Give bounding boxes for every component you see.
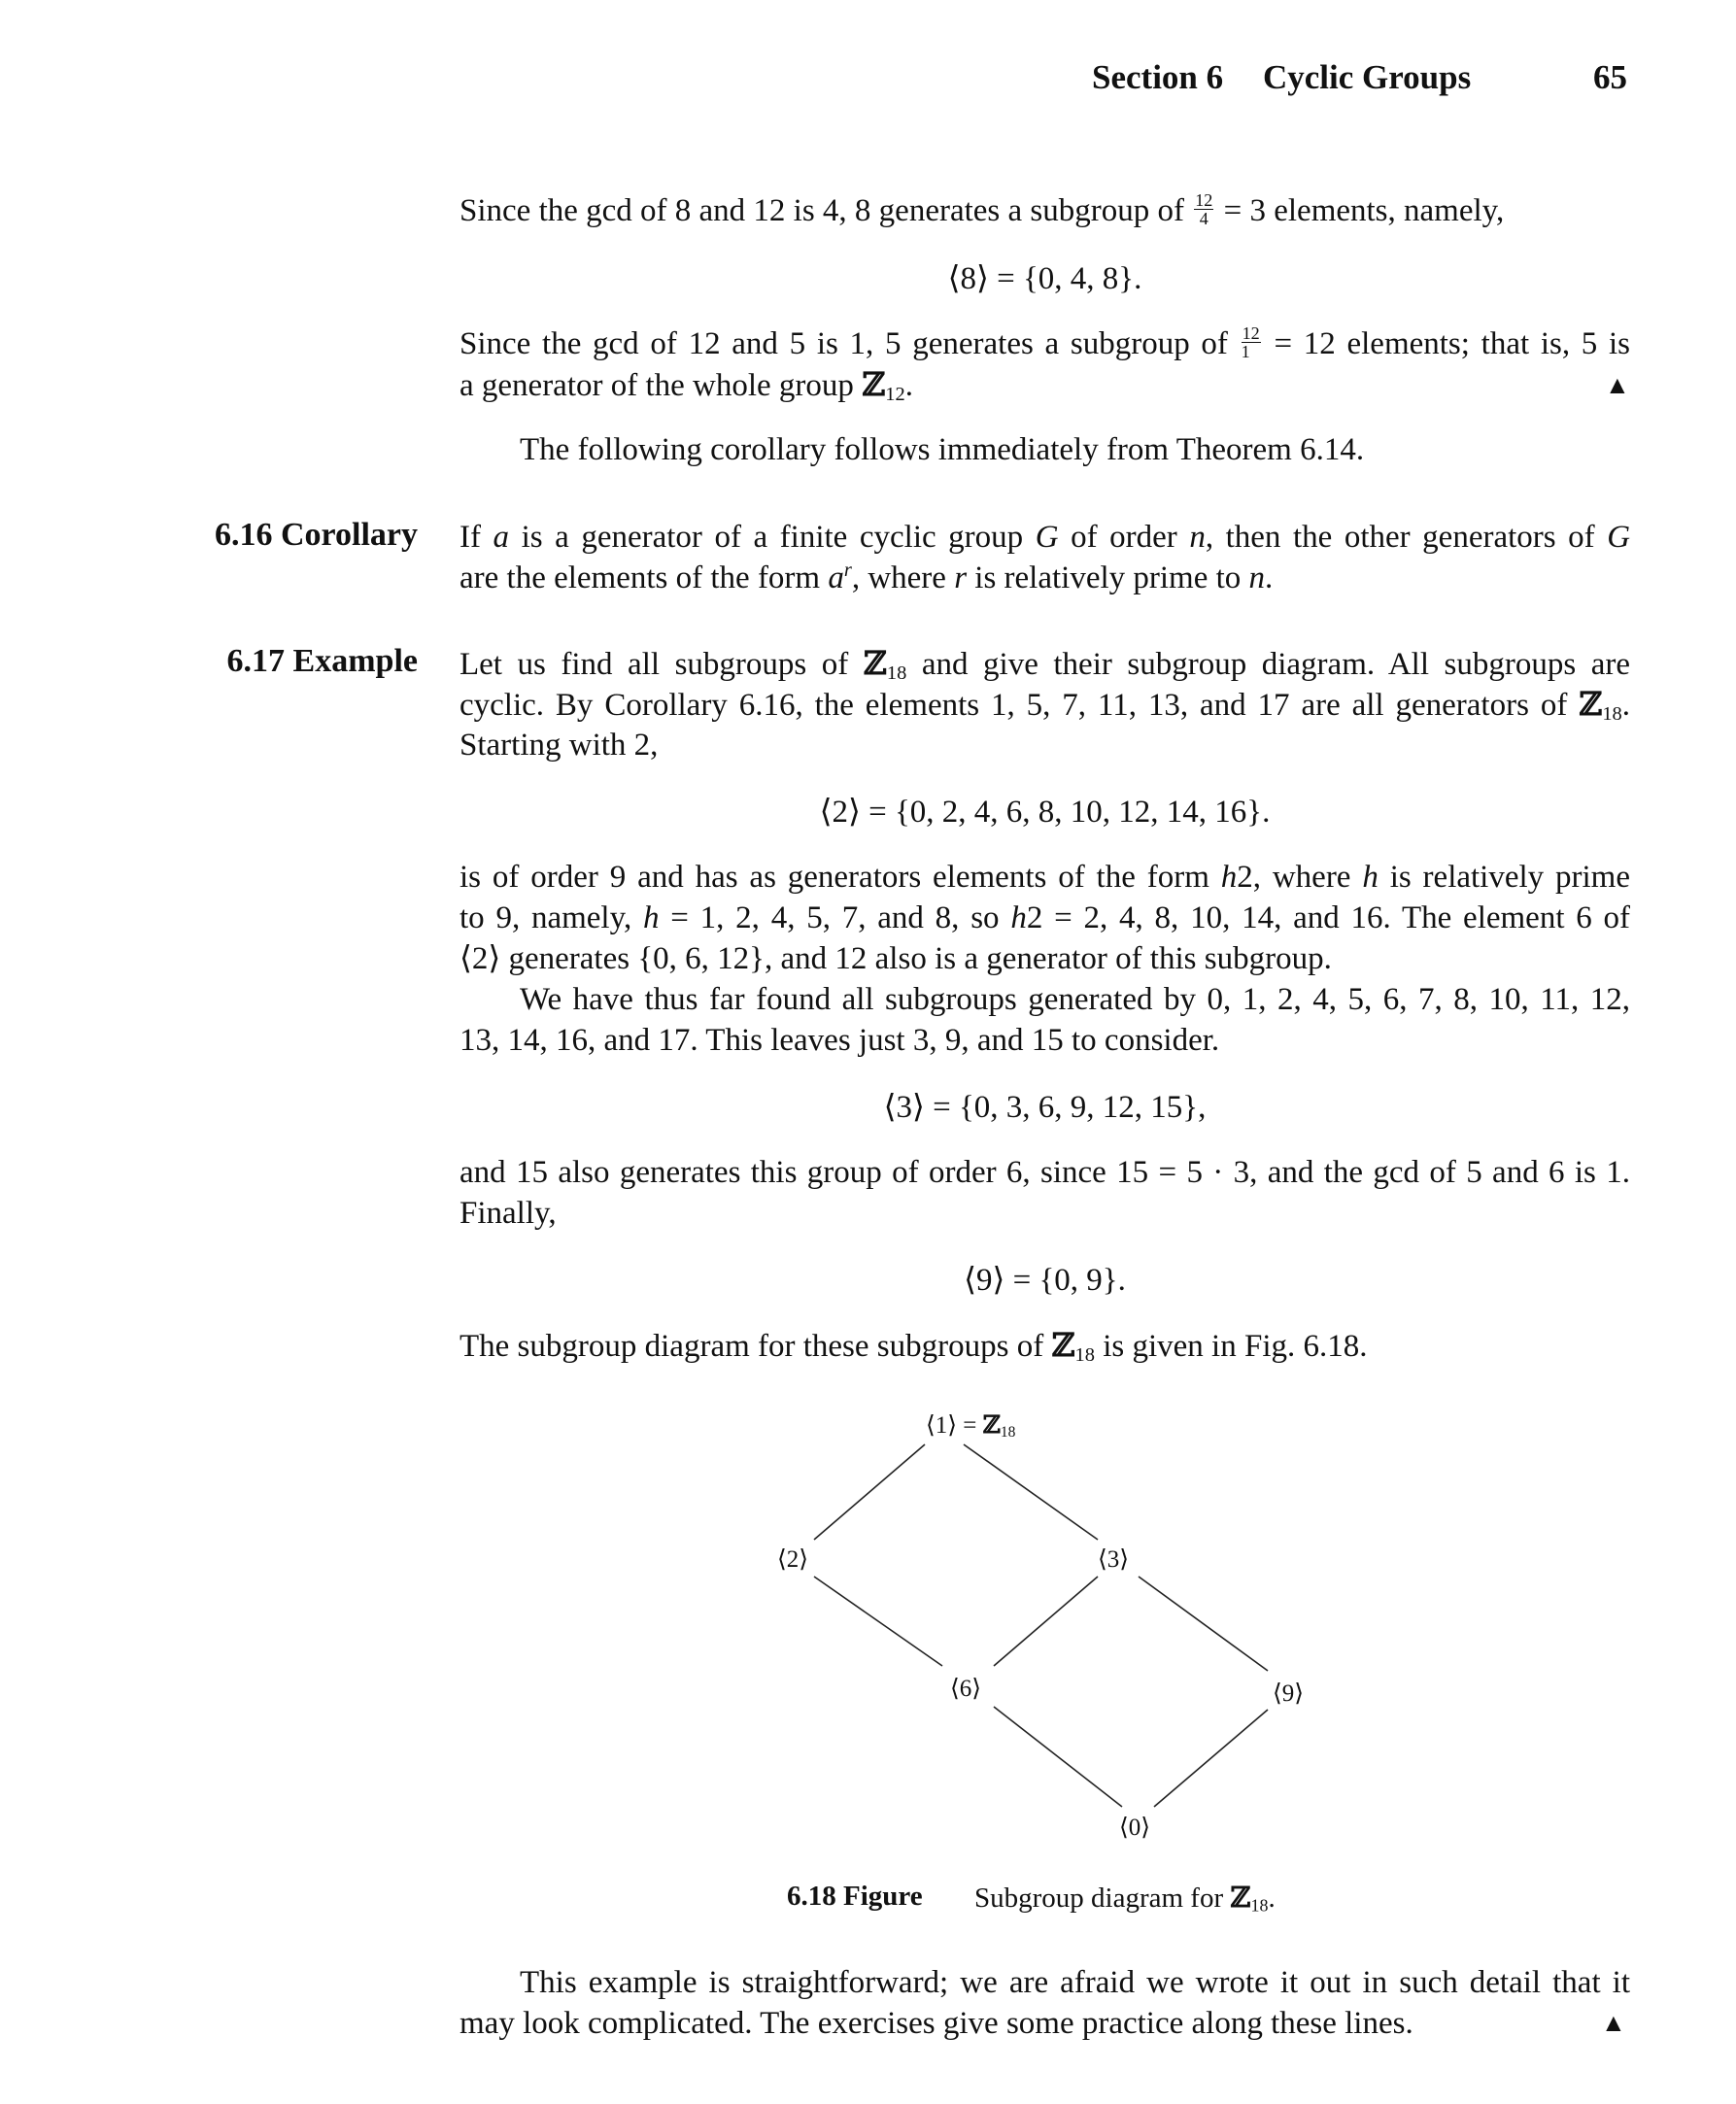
- running-header-title: Cyclic Groups: [1263, 58, 1472, 96]
- example-line: cyclic. By Corollary 6.16, the elements 1, 5, 7, 11, 13, and 17 are all generators of ℤ$_{18}$.: [460, 685, 1631, 726]
- node-3: ⟨3⟩: [1098, 1546, 1130, 1573]
- paragraph-line: Since the gcd of 8 and 12 is 4, 8 generates a subgroup of $\frac{12}{4}$ = 3 elements, namely,: [460, 189, 1505, 228]
- example-label: 6.17 Example: [226, 643, 418, 679]
- end-of-example-mark: ▲: [1605, 371, 1630, 399]
- edge-1-2: [814, 1444, 925, 1540]
- equation: ⟨2⟩ = {0, 2, 4, 6, 8, 10, 12, 14, 16}.: [819, 795, 1271, 830]
- edge-2-6: [814, 1577, 942, 1666]
- figure-caption: Subgroup diagram for ℤ$_{18}$.: [974, 1881, 1276, 1916]
- example-line: 13, 14, 16, and 17. This leaves just 3, 9, and 15 to consider.: [460, 1023, 1220, 1058]
- closing-line: may look complicated. The exercises give some practice along these lines.: [460, 2006, 1413, 2041]
- equation: ⟨8⟩ = {0, 4, 8}.: [947, 261, 1142, 296]
- end-of-example-mark: ▲: [1601, 2009, 1626, 2037]
- running-header-section: Section 6: [1092, 58, 1224, 96]
- equation: ⟨9⟩ = {0, 9}.: [964, 1263, 1126, 1298]
- corollary-line: are the elements of the form $a^r$, where r is relatively prime to n.: [460, 560, 1274, 595]
- example-line: Finally,: [460, 1196, 557, 1231]
- node-6: ⟨6⟩: [950, 1676, 982, 1702]
- edge-3-6: [994, 1577, 1098, 1666]
- edge-3-9: [1139, 1577, 1268, 1671]
- fraction: $\frac{12}{1}$: [1241, 322, 1260, 361]
- fraction: $\frac{12}{4}$: [1195, 189, 1213, 228]
- edge-6-0: [994, 1707, 1122, 1807]
- corollary-line: If a is a generator of a finite cyclic group G of order n, then the other generators of G: [460, 520, 1631, 555]
- node-9: ⟨9⟩: [1273, 1680, 1305, 1707]
- example-line: The subgroup diagram for these subgroups of ℤ$_{18}$ is given in Fig. 6.18.: [460, 1326, 1368, 1367]
- figure-label: 6.18 Figure: [787, 1881, 923, 1912]
- example-line: Let us find all subgroups of ℤ$_{18}$ and give their subgroup diagram. All subgroups are: [460, 644, 1630, 685]
- corollary-label: 6.16 Corollary: [214, 517, 418, 553]
- example-line: is of order 9 and has as generators elements of the form h2, where h is relatively prime: [460, 860, 1630, 895]
- paragraph-line: a generator of the whole group ℤ$_{12}$.: [460, 365, 913, 406]
- closing-line: This example is straightforward; we are afraid we wrote it out in such detail that it: [520, 1965, 1630, 2000]
- node-2: ⟨2⟩: [777, 1546, 809, 1573]
- node-0: ⟨0⟩: [1119, 1815, 1151, 1841]
- page-number: 65: [1593, 58, 1627, 96]
- node-z18: ⟨1⟩ = ℤ$_{18}$: [926, 1410, 1016, 1441]
- example-line: to 9, namely, h = 1, 2, 4, 5, 7, and 8, so h2 = 2, 4, 8, 10, 14, and 16. The element 6 of: [460, 900, 1631, 935]
- example-line: and 15 also generates this group of order 6, since 15 = 5 · 3, and the gcd of 5 and 6 is 1.: [460, 1155, 1630, 1190]
- paragraph-line: The following corollary follows immediately from Theorem 6.14.: [520, 432, 1365, 467]
- paragraph-line: Since the gcd of 12 and 5 is 1, 5 generates a subgroup of $\frac{12}{1}$ = 12 elements; that is, 5 is: [460, 322, 1631, 361]
- edge-1-3: [964, 1444, 1098, 1540]
- equation: ⟨3⟩ = {0, 3, 6, 9, 12, 15},: [883, 1090, 1207, 1125]
- example-line: ⟨2⟩ generates {0, 6, 12}, and 12 also is a generator of this subgroup.: [460, 941, 1332, 976]
- example-line: We have thus far found all subgroups generated by 0, 1, 2, 4, 5, 6, 7, 8, 10, 11, 12,: [520, 982, 1630, 1017]
- example-line: Starting with 2,: [460, 728, 659, 763]
- edge-9-0: [1154, 1710, 1268, 1807]
